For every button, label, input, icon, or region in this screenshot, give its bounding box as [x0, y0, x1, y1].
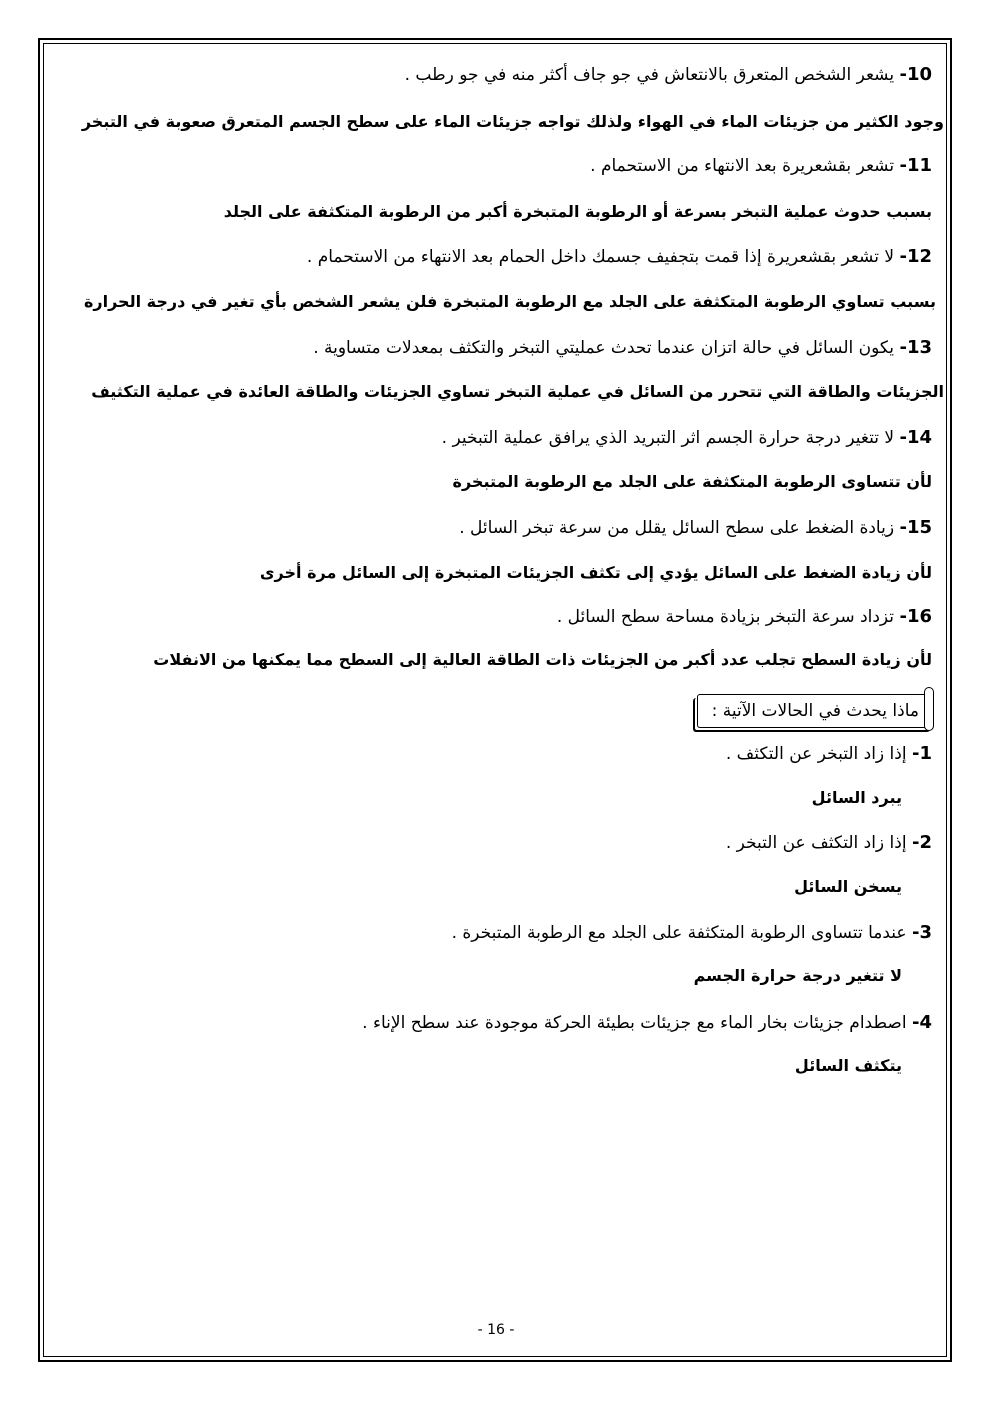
section-title: ماذا يحدث في الحالات الآتية : [711, 701, 919, 721]
answer-13: الجزيئات والطاقة التي تتحرر من السائل في عملية التبخر تساوي الجزيئات والطاقة العائدة في عملية التكثيف [91, 382, 944, 401]
answer-10: وجود الكثير من جزيئات الماء في الهواء ولذلك تواجه جزيئات الماء على سطح الجسم المتعرق صعوبة في التبخر [81, 112, 944, 131]
question-text: تزداد سرعة التبخر بزيادة مساحة سطح السائل . [556, 607, 900, 627]
case-text: إذا زاد التبخر عن التكثف . [725, 744, 912, 764]
case-text: اصطدام جزيئات بخار الماء مع جزيئات بطيئة الحركة موجودة عند سطح الإناء . [362, 1013, 912, 1033]
question-13 [313, 337, 932, 358]
answer-11: بسبب حدوث عملية التبخر بسرعة أو الرطوبة المتبخرة أكبر من الرطوبة المتكثفة على الجلد [223, 202, 932, 221]
question-11 [590, 155, 932, 176]
case-2-answer: يسخن السائل [794, 877, 902, 896]
answer-12: بسبب تساوي الرطوبة المتكثفة على الجلد مع الرطوبة المتبخرة فلن يشعر الشخص بأي تغير في درجة الحرارة [83, 292, 936, 311]
case-4 [362, 1012, 932, 1033]
scroll-decoration [924, 687, 934, 731]
case-number: 2- [911, 832, 932, 853]
case-1-answer: يبرد السائل [811, 788, 902, 807]
question-text: تشعر بقشعريرة بعد الانتهاء من الاستحمام . [590, 156, 900, 176]
question-text: لا تتغير درجة حرارة الجسم اثر التبريد الذي يرافق عملية التبخير . [441, 428, 900, 448]
case-number: 3- [911, 922, 932, 943]
question-number: 14- [899, 427, 932, 448]
question-text: يكون السائل في حالة اتزان عندما تحدث عمليتي التبخر والتكثف بمعدلات متساوية . [313, 338, 900, 358]
question-14 [442, 427, 932, 448]
question-number: 12- [899, 246, 932, 267]
question-number: 13- [899, 337, 932, 358]
question-12 [307, 246, 932, 267]
question-number: 16- [899, 606, 932, 627]
question-10 [405, 64, 932, 85]
case-number: 1- [911, 743, 932, 764]
case-4-answer: يتكثف السائل [794, 1056, 902, 1075]
case-3 [452, 922, 932, 943]
question-number: 15- [899, 517, 932, 538]
answer-14: لأن تتساوى الرطوبة المتكثفة على الجلد مع الرطوبة المتبخرة [452, 472, 932, 491]
case-1 [726, 743, 932, 764]
answer-15: لأن زيادة الضغط على السائل يؤدي إلى تكثف الجزيئات المتبخرة إلى السائل مرة أخرى [259, 563, 932, 582]
case-text: إذا زاد التكثف عن التبخر . [725, 833, 912, 853]
answer-16: لأن زيادة السطح تجلب عدد أكبر من الجزيئات ذات الطاقة العالية إلى السطح مما يمكنها من الانفلات [153, 650, 932, 669]
page-number: - 16 - [477, 1322, 515, 1338]
question-text: زيادة الضغط على سطح السائل يقلل من سرعة تبخر السائل . [459, 518, 900, 538]
question-number: 10- [899, 64, 932, 85]
case-2 [726, 832, 932, 853]
section-title-box [697, 694, 934, 728]
case-number: 4- [911, 1012, 932, 1033]
question-15 [459, 517, 932, 538]
case-text: عندما تتساوى الرطوبة المتكثفة على الجلد مع الرطوبة المتبخرة . [451, 923, 912, 943]
case-3-answer: لا تتغير درجة حرارة الجسم [693, 966, 902, 985]
question-text: يشعر الشخص المتعرق بالانتعاش في جو جاف أكثر منه في جو رطب . [404, 65, 900, 85]
question-text: لا تشعر بقشعريرة إذا قمت بتجفيف جسمك داخل الحمام بعد الانتهاء من الاستحمام . [306, 247, 900, 267]
question-16 [557, 606, 932, 627]
question-number: 11- [899, 155, 932, 176]
